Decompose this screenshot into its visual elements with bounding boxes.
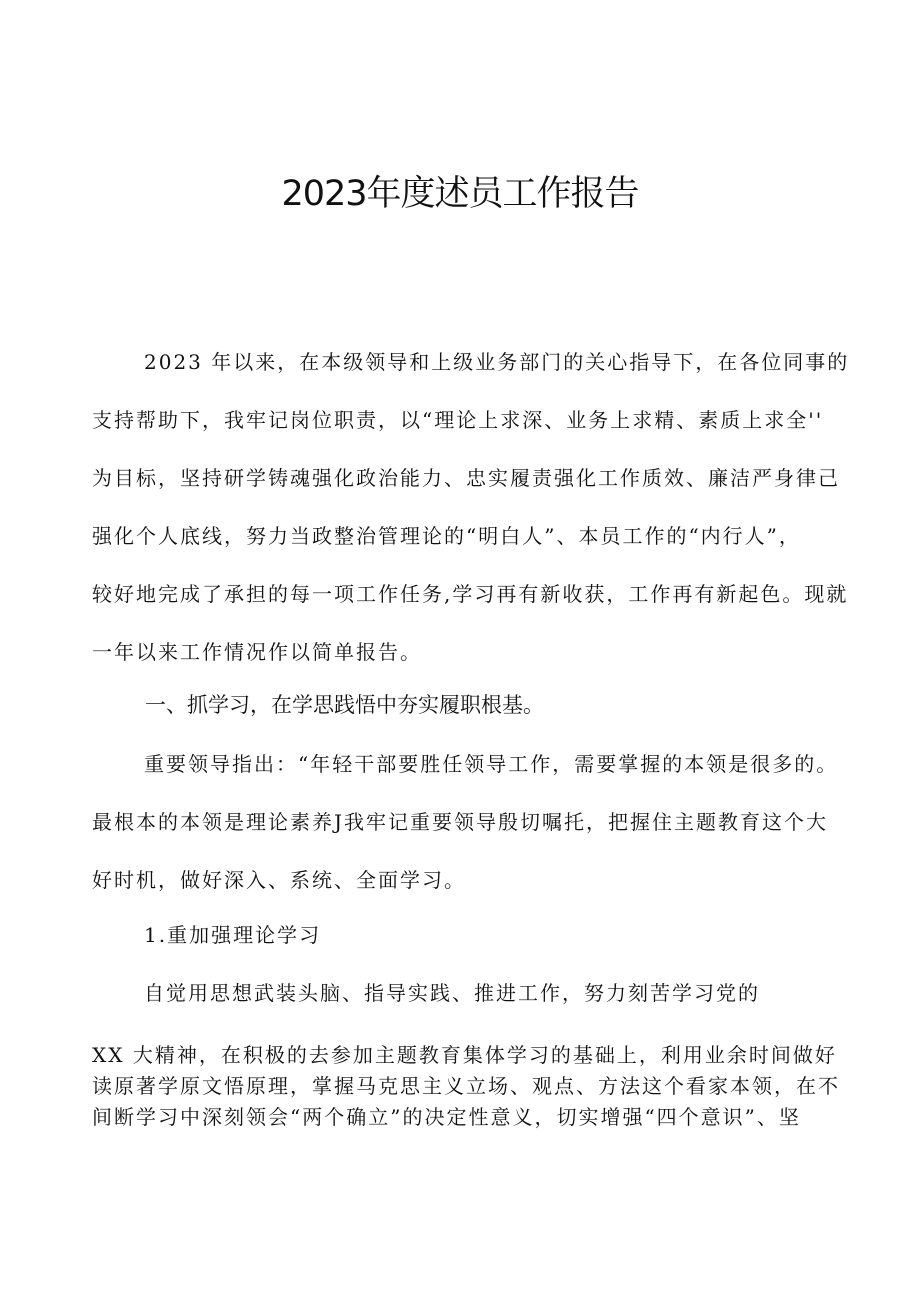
paragraph-line: 强化个人底线，努力当政整治管理论的“明白人”、本员工作的“内行人”， [92, 524, 801, 548]
paragraph-line: 较好地完成了承担的每一项工作任务,学习再有新收获，工作再有新起色。现就 [92, 582, 849, 606]
subsection-heading: 1.重加强理论学习 [144, 923, 322, 947]
dense-paragraph [92, 1040, 852, 1133]
paragraph-line: 为目标，坚持研学铸魂强化政治能力、忠实履责强化工作质效、廉洁严身律己 [92, 466, 840, 490]
paragraph-line: 一年以来工作情况作以简单报告。 [92, 640, 422, 664]
paragraph-line: 自觉用思想武装头脑、指导实践、推进工作，努力刻苦学习党的 [144, 981, 760, 1005]
section-paragraph [92, 735, 852, 909]
paragraph-line: 2023 年以来，在本级领导和上级业务部门的关心指导下，在各位同事的 [144, 350, 850, 374]
paragraph-line: 好时机，做好深入、系统、全面学习。 [92, 868, 466, 892]
paragraph-line: 重要领导指出：“年轻干部要胜任领导工作，需要掌握的本领是很多的。 [144, 752, 839, 776]
section-heading: 一、抓学习，在学思践悟中夯实履职根基。 [145, 693, 544, 717]
paragraph-line: XX 大精神，在积极的去参加主题教育集体学习的基础上，利用业余时间做好 [92, 1043, 837, 1067]
paragraph-line: 间断学习中深刻领会“两个确立”的决定性意义，切实增强“四个意识”、坚 [92, 1105, 801, 1129]
intro-paragraph [92, 333, 852, 681]
paragraph-line: 读原著学原文悟原理，掌握马克思主义立场、观点、方法这个看家本领，在不 [92, 1074, 840, 1098]
paragraph-line: 支持帮助下，我牢记岗位职责，以“理论上求深、业务上求精、素质上求全'' [92, 408, 824, 432]
paragraph-line: 最根本的本领是理论素养J我牢记重要领导殷切嘱托，把握住主题教育这个大 [92, 810, 829, 834]
subsection-block [92, 906, 852, 1022]
document-title: 2023年度述员工作报告 [281, 174, 639, 214]
